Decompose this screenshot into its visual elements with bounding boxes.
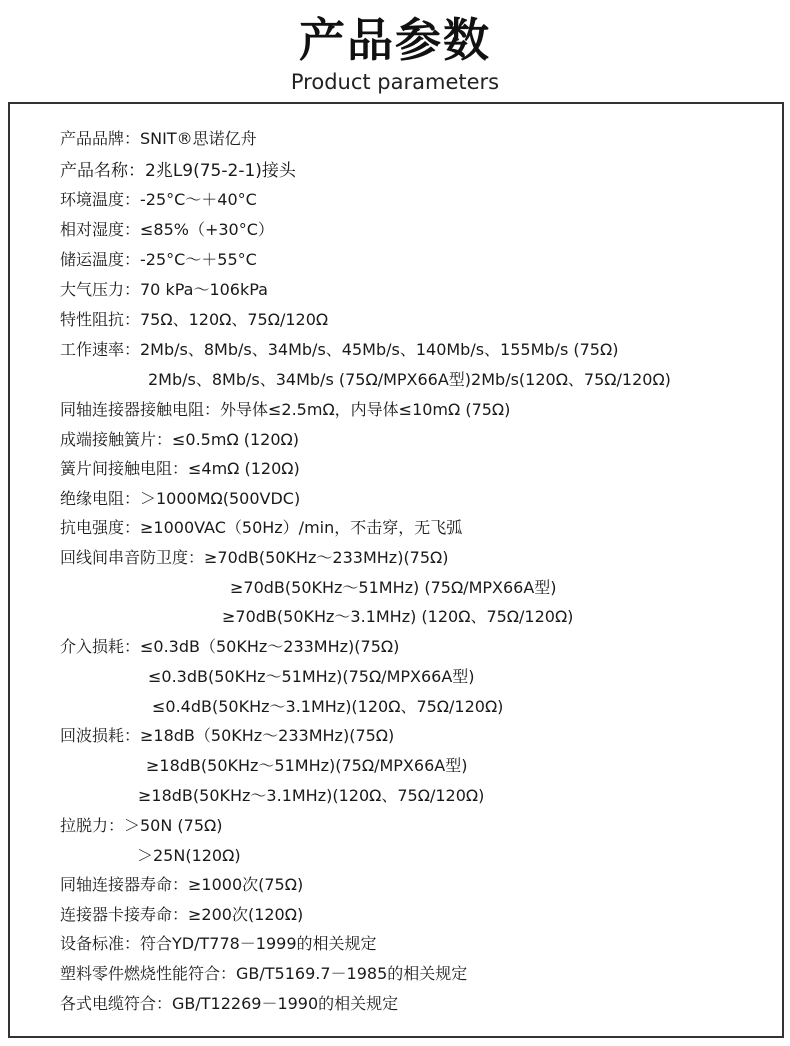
param-plastic-flammability: 塑料零件燃烧性能符合：GB/T5169.7－1985的相关规定 — [60, 964, 468, 983]
param-return-loss-120: ≥18dB(50KHz～3.1MHz)(120Ω、75Ω/120Ω) — [138, 786, 485, 805]
param-crosstalk-protection-mpx: ≥70dB(50KHz～51MHz) (75Ω/MPX66A型) — [230, 578, 557, 597]
parameters-panel — [8, 102, 784, 1038]
param-insertion-loss: 介入损耗：≤0.3dB（50KHz～233MHz)(75Ω) — [60, 637, 400, 656]
param-coaxial-contact-resistance: 同轴连接器接触电阻：外导体≤2.5mΩ，内导体≤10mΩ (75Ω) — [60, 400, 511, 419]
page-title: 产品参数 — [299, 13, 491, 67]
param-crosstalk-protection-120: ≥70dB(50KHz～3.1MHz) (120Ω、75Ω/120Ω) — [222, 607, 574, 626]
param-equipment-standard: 设备标准：符合YD/T778－1999的相关规定 — [60, 934, 377, 953]
param-pull-out-force-120: ＞25N(120Ω) — [137, 846, 241, 865]
param-crosstalk-protection: 回线间串音防卫度：≥70dB(50KHz～233MHz)(75Ω) — [60, 548, 449, 567]
param-characteristic-impedance: 特性阻抗：75Ω、120Ω、75Ω/120Ω — [60, 310, 329, 329]
page-subtitle: Product parameters — [290, 70, 500, 94]
param-termination-spring-contact: 成端接触簧片：≤0.5mΩ (120Ω) — [60, 430, 300, 449]
param-coaxial-connector-life: 同轴连接器寿命：≥1000次(75Ω) — [60, 875, 304, 894]
param-cable-compliance: 各式电缆符合：GB/T12269－1990的相关规定 — [60, 994, 399, 1013]
param-insulation-resistance: 绝缘电阻：＞1000MΩ(500VDC) — [60, 489, 301, 508]
param-atmospheric-pressure: 大气压力：70 kPa～106kPa — [60, 280, 268, 299]
param-insertion-loss-120: ≤0.4dB(50KHz～3.1MHz)(120Ω、75Ω/120Ω) — [152, 697, 504, 716]
param-pull-out-force: 拉脱力：＞50N (75Ω) — [60, 816, 223, 835]
param-product-name: 产品名称：2兆L9(75-2-1)接头 — [60, 161, 296, 181]
param-return-loss: 回波损耗：≥18dB（50KHz～233MHz)(75Ω) — [60, 726, 395, 745]
param-connector-clamping-life: 连接器卡接寿命：≥200次(120Ω) — [60, 905, 304, 924]
param-storage-temperature: 储运温度：-25°C～＋55°C — [60, 250, 257, 269]
param-operating-rate: 工作速率：2Mb/s、8Mb/s、34Mb/s、45Mb/s、140Mb/s、155Mb/s (75Ω) — [60, 340, 619, 359]
param-insertion-loss-mpx: ≤0.3dB(50KHz～51MHz)(75Ω/MPX66A型) — [148, 667, 475, 686]
param-dielectric-strength: 抗电强度：≥1000VAC（50Hz）/min，不击穿，无飞弧 — [60, 518, 463, 537]
page-header — [0, 0, 790, 100]
param-ambient-temperature: 环境温度：-25°C～＋40°C — [60, 190, 257, 209]
param-relative-humidity: 相对湿度：≤85%（+30°C） — [60, 220, 274, 239]
param-operating-rate-continued: 2Mb/s、8Mb/s、34Mb/s (75Ω/MPX66A型)2Mb/s(120Ω、75Ω/120Ω) — [148, 370, 671, 389]
param-brand: 产品品牌：SNIT®思诺亿舟 — [60, 129, 257, 148]
param-spring-contact-resistance: 簧片间接触电阻：≤4mΩ (120Ω) — [60, 459, 300, 478]
param-return-loss-mpx: ≥18dB(50KHz～51MHz)(75Ω/MPX66A型) — [146, 756, 468, 775]
